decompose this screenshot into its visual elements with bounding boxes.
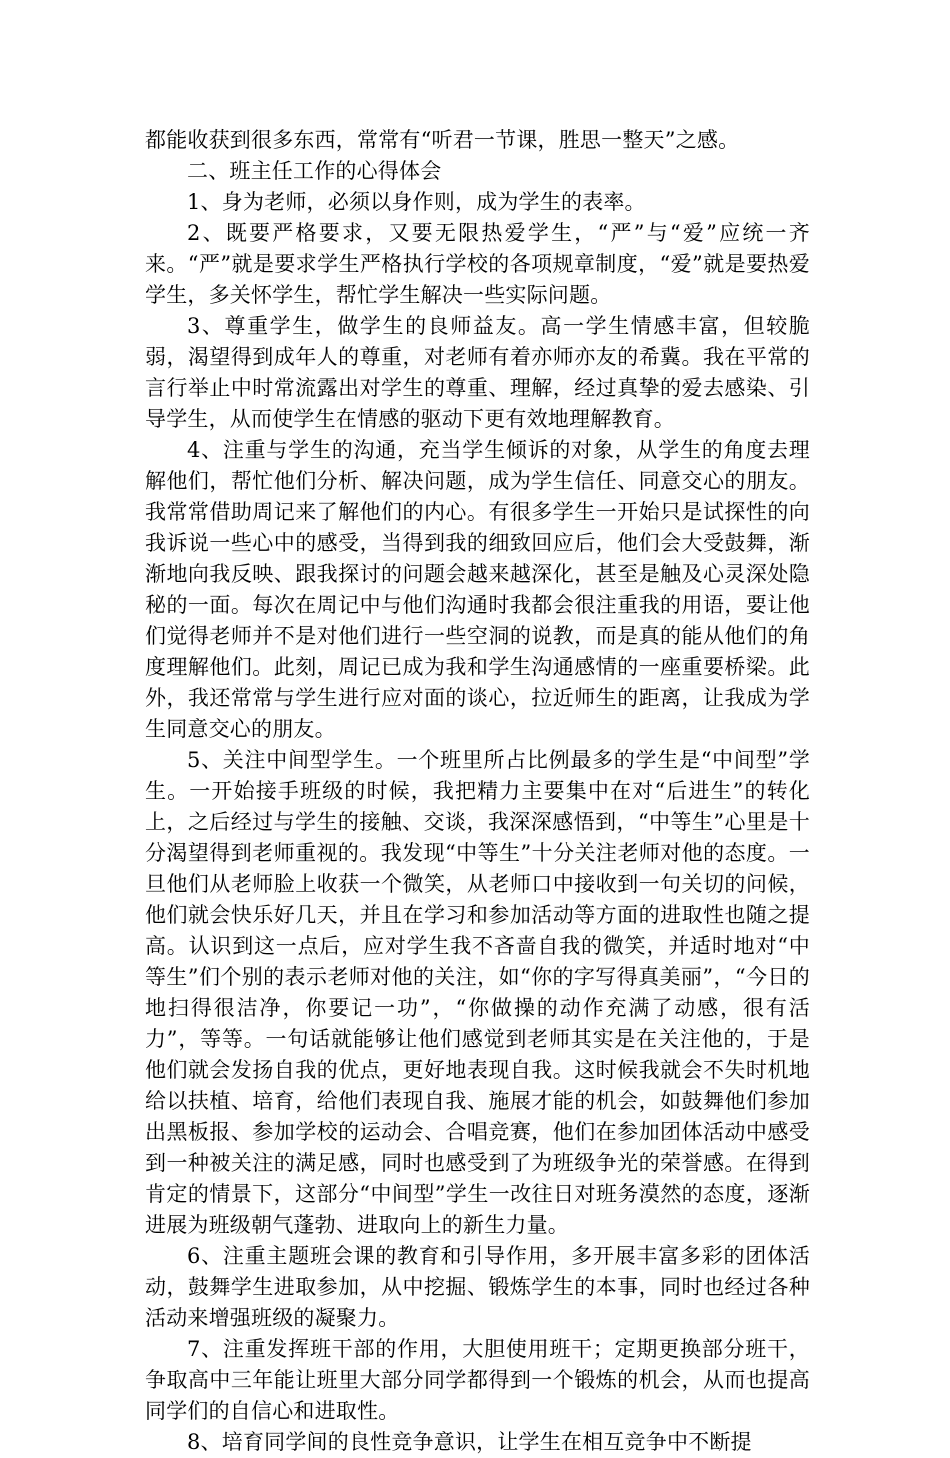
document-page xyxy=(145,125,810,1458)
section-heading: 二、班主任工作的心得体会 xyxy=(187,159,442,183)
paragraph-5: 5、关注中间型学生。一个班里所占比例最多的学生是“中间型”学生。一开始接手班级的时候，我把精力主要集中在对“后进生”的转化上，之后经过与学生的接触、交谈，我深深感悟到，“中等生”心里是十分渴望得到老师重视的。我发现“中等生”十分关注老师对他的态度。一旦他们从老师脸上收获一个微笑，从老师口中接收到一句关切的问候，他们就会快乐好几天，并且在学习和参加活动等方面的进取性也随之提高。认识到这一点后，应对学生我不吝啬自我的微笑，并适时地对“中等生”们个别的表示老师对他的关注，如“你的字写得真美丽”，“今日的地扫得很洁净，你要记一功”，“你做操的动作充满了动感，很有活力”，等等。一句话就能够让他们感觉到老师其实是在关注他的，于是他们就会发扬自我的优点，更好地表现自我。这时候我就会不失时机地给以扶植、培育，给他们表现自我、施展才能的机会，如鼓舞他们参加出黑板报、参加学校的运动会、合唱竞赛，他们在参加团体活动中感受到一种被关注的满足感，同时也感受到了为班级争光的荣誉感。在得到肯定的情景下，这部分“中间型”学生一改往日对班务漠然的态度，逐渐进展为班级朝气蓬勃、进取向上的新生力量。 xyxy=(145,748,810,1237)
paragraph-1: 1、身为老师，必须以身作则，成为学生的表率。 xyxy=(187,190,646,214)
paragraph-3: 3、尊重学生，做学生的良师益友。高一学生情感丰富，但较脆弱，渴望得到成年人的尊重，对老师有着亦师亦友的希冀。我在平常的言行举止中时常流露出对学生的尊重、理解，经过真挚的爱去感染、引导学生，从而使学生在情感的驱动下更有效地理解教育。 xyxy=(145,314,810,431)
paragraph-8: 8、培育同学间的良性竞争意识，让学生在相互竞争中不断提 xyxy=(187,1430,752,1454)
paragraph-7: 7、注重发挥班干部的作用，大胆使用班干；定期更换部分班干，争取高中三年能让班里大部分同学都得到一个锻炼的机会，从而也提高同学们的自信心和进取性。 xyxy=(145,1337,810,1423)
paragraph-2: 2、既要严格要求，又要无限热爱学生，“严”与“爱”应统一齐来。“严”就是要求学生严格执行学校的各项规章制度，“爱”就是要热爱学生，多关怀学生，帮忙学生解决一些实际问题。 xyxy=(145,221,810,307)
paragraph-4: 4、注重与学生的沟通，充当学生倾诉的对象，从学生的角度去理解他们，帮忙他们分析、解决问题，成为学生信任、同意交心的朋友。我常常借助周记来了解他们的内心。有很多学生一开始只是试探性的向我诉说一些心中的感受，当得到我的细致回应后，他们会大受鼓舞，渐渐地向我反映、跟我探讨的问题会越来越深化，甚至是触及心灵深处隐秘的一面。每次在周记中与他们沟通时我都会很注重我的用语，要让他们觉得老师并不是对他们进行一些空洞的说教，而是真的能从他们的角度理解他们。此刻，周记已成为我和学生沟通感情的一座重要桥梁。此外，我还常常与学生进行应对面的谈心，拉近师生的距离，让我成为学生同意交心的朋友。 xyxy=(145,438,810,741)
paragraph-6: 6、注重主题班会课的教育和引导作用，多开展丰富多彩的团体活动，鼓舞学生进取参加，从中挖掘、锻炼学生的本事，同时也经过各种活动来增强班级的凝聚力。 xyxy=(145,1244,810,1330)
paragraph-continuation: 都能收获到很多东西，常常有“听君一节课，胜思一整天”之感。 xyxy=(145,128,740,152)
